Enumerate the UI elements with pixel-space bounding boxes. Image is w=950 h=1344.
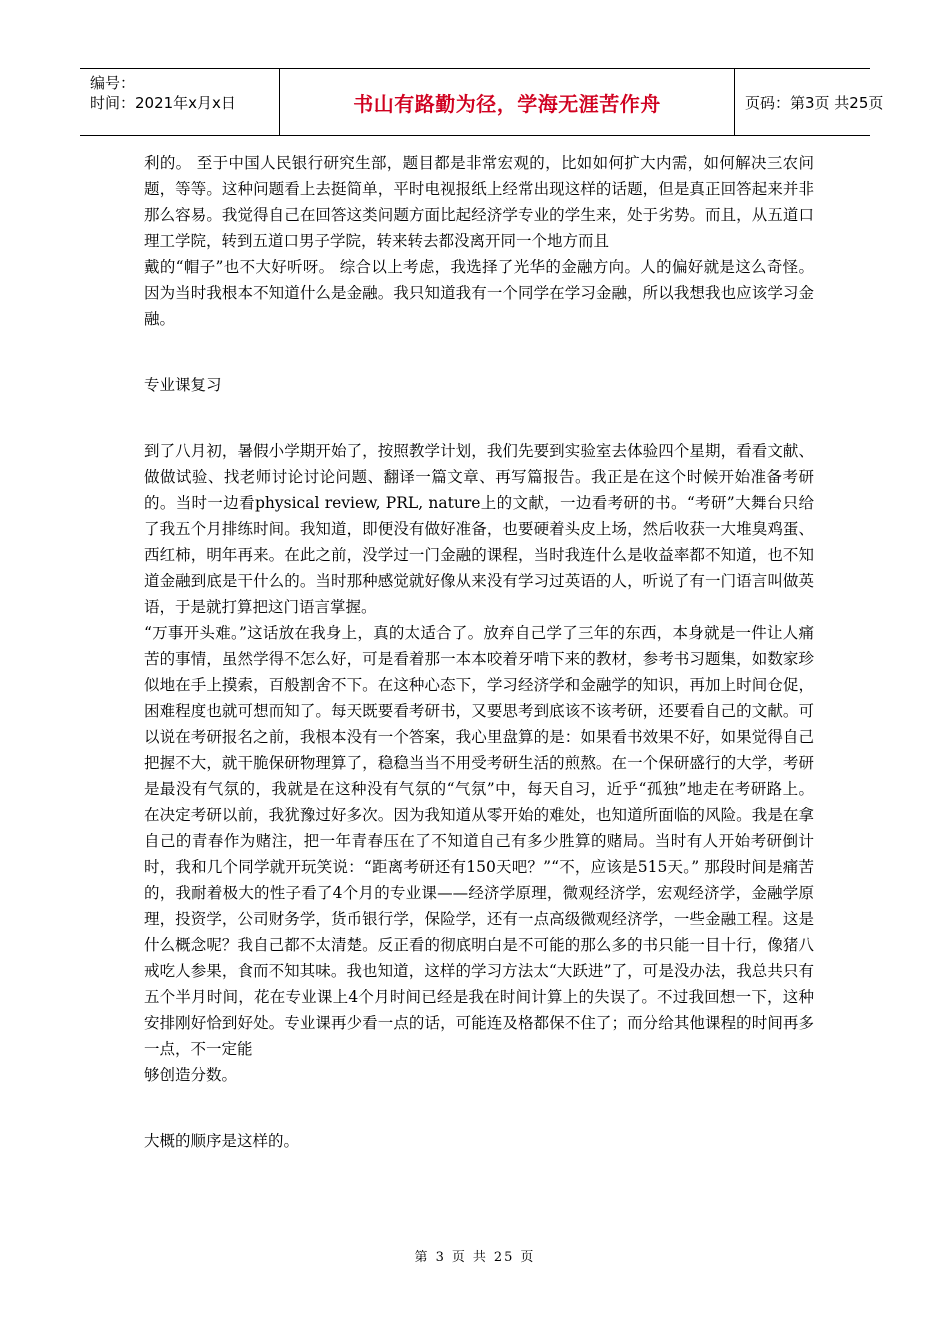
- document-body: [144, 150, 814, 1154]
- footer-current-page: 3: [435, 1250, 446, 1265]
- footer-word: 共: [472, 1250, 488, 1265]
- document-date-label: 时间：2021年x月x日: [90, 94, 236, 112]
- footer-total-pages: 25: [493, 1250, 515, 1265]
- document-number-label: 编号：: [90, 74, 136, 92]
- paragraph: 利的。 至于中国人民银行研究生部，题目都是非常宏观的，比如如何扩大内需，如何解决三农问题，等等。这种问题看上去挺简单，平时电视报纸上经常出现这样的话题，但是真正回答起来并非那么容易。我觉得自己在回答这类问题方面比起经济学专业的学生来，处于劣势。而且，从五道口理工学院，转到五道口男子学院，转来转去都没离开同一个地方而且: [144, 154, 814, 250]
- header-motto: 书山有路勤为径，学海无涯苦作舟: [280, 69, 735, 135]
- footer-word: 第: [414, 1250, 430, 1265]
- paragraph: 大概的顺序是这样的。: [144, 1132, 300, 1150]
- page-header: [80, 68, 884, 136]
- paragraph: 够创造分数。: [144, 1066, 238, 1084]
- paragraph: 到了八月初，暑假小学期开始了，按照教学计划，我们先要到实验室去体验四个星期，看看文献、做做试验、找老师讨论讨论问题、翻译一篇文章、再写篇报告。我正是在这个时候开始准备考研的。当时一边看physical review, PRL, nature上的文献，一边看考研的书。“考研”大舞台只给了我五个月排练时间。我知道，即便没有做好准备，也要硬着头皮上场，然后收获一大堆臭鸡蛋、西红柿，明年再来。在此之前，没学过一门金融的课程，当时我连什么是收益率都不知道，也不知道金融到底是干什么的。当时那种感觉就好像从来没有学习过英语的人，听说了有一门语言叫做英语，于是就打算把这门语言掌握。: [144, 442, 814, 616]
- page-footer: [0, 1246, 950, 1265]
- footer-word: 页: [451, 1250, 467, 1265]
- section-heading: 专业课复习: [144, 376, 222, 394]
- header-meta: [80, 69, 280, 135]
- paragraph: “万事开头难。”这话放在我身上，真的太适合了。放弃自己学了三年的东西，本身就是一件让人痛苦的事情，虽然学得不怎么好，可是看着那一本本咬着牙啃下来的教材，参考书习题集，如数家珍似地在手上摸索，百般割舍不下。在这种心态下，学习经济学和金融学的知识，再加上时间仓促，困难程度也就可想而知了。每天既要看考研书，又要思考到底该不该考研，还要看自己的文献。可以说在考研报名之前，我根本没有一个答案，我心里盘算的是：如果看书效果不好，如果觉得自己把握不大，就干脆保研物理算了，稳稳当当不用受考研生活的煎熬。在一个保研盛行的大学，考研是最没有气氛的，我就是在这种没有气氛的“气氛”中，每天自习，近乎“孤独”地走在考研路上。 在决定考研以前，我犹豫过好多次。因为我知道从零开始的难处，也知道所面临的风险。我是在拿自己的青春作为赌注，把一年青春压在了不知道自己有多少胜算的赌局。当时有人开始考研倒计时，我和几个同学就开玩笑说：“距离考研还有150天吧？”“不，应该是515天。” 那段时间是痛苦的，我耐着极大的性子看了4个月的专业课——经济学原理，微观经济学，宏观经济学，金融学原理，投资学，公司财务学，货币银行学，保险学，还有一点高级微观经济学，一些金融工程。这是什么概念呢？我自己都不太清楚。反正看的彻底明白是不可能的那么多的书只能一目十行，像猪八戒吃人参果，食而不知其味。我也知道，这样的学习方法太“大跃进”了，可是没办法，我总共只有五个半月时间，花在专业课上4个月时间已经是我在时间计算上的失误了。不过我回想一下，这种安排刚好恰到好处。专业课再少看一点的话，可能连及格都保不住了；而分给其他课程的时间再多一点，不一定能: [144, 624, 814, 1058]
- header-page-number: 页码：第3页 共25页: [745, 93, 884, 112]
- footer-word: 页: [520, 1250, 536, 1265]
- paragraph: 戴的“帽子”也不大好听呀。 综合以上考虑，我选择了光华的金融方向。人的偏好就是这么奇怪。因为当时我根本不知道什么是金融。我只知道我有一个同学在学习金融，所以我想我也应该学习金融。: [144, 258, 814, 328]
